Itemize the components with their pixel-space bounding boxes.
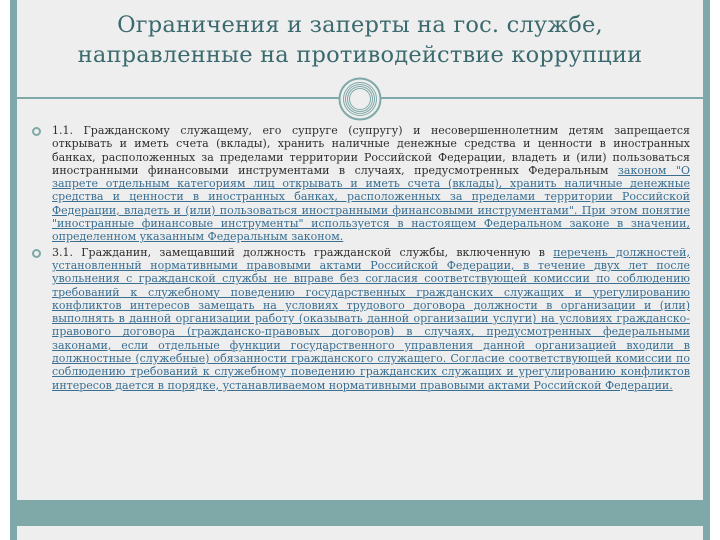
paragraph-1-text: 1.1. Гражданскому служащему, его супруге (супругу) и несовершеннолетним детям запрещается открывать и иметь счета (вклады), хранить наличные денежные средства и ценности в иностранных банках, расположенных за пределами территории Российской Федерации, владеть и (или) пользоваться иностранными финансовыми инструментами в случаях, предусмотренных Федеральным (52, 124, 690, 177)
paragraph-1 (52, 124, 690, 244)
paragraph-2-text: 3.1. Гражданин, замещавший должность гражданской службы, включенную в (52, 245, 554, 259)
slide-title (17, 10, 703, 70)
slide-title-line-1: Ограничения и заперты на гос. службе, (117, 12, 603, 38)
ring-bullet-icon (32, 127, 41, 136)
paragraph-2 (52, 246, 690, 392)
right-frame-bar (703, 0, 710, 540)
ring-bullet-icon (32, 249, 41, 258)
list-item (30, 124, 690, 244)
concentric-circle-ornament-icon (338, 77, 382, 121)
title-divider-left (17, 97, 339, 99)
slide-title-line-2: направленные на противодействие коррупции (77, 42, 643, 68)
positions-list-link[interactable]: перечень должностей, установленный нормативными правовыми актами Российской Федерации, в течение двух лет после увольнения с гражданской службы не вправе без согласия соответствующей комиссии по соблюдению требований к служебному поведению государственных гражданских служащих и урегулированию конфликтов интересов замещать на условиях трудового договора должности в организации и (или) выполнять в данной организации работу (оказывать данной организации услуги) на условиях гражданско-правового договора (гражданско-правовых договоров) в случаях, предусмотренных федеральными законами, если отдельные функции государственного управления данной организацией входили в должностные (служебные) обязанности гражданского служащего. Согласие соответствующей комиссии по соблюдению требований к служебному поведению гражданских служащих и урегулированию конфликтов интересов дается в порядке, устанавливаемом нормативными правовыми актами Российской Федерации. (52, 245, 690, 392)
slide-content (30, 124, 690, 394)
list-item (30, 246, 690, 392)
left-frame-bar (10, 0, 17, 540)
bottom-band (10, 500, 710, 526)
law-link[interactable]: законом "О запрете отдельным категориям лиц открывать и иметь счета (вклады), хранить наличные денежные средства и ценности в иностранных банках, расположенных за пределами территории Российской Федерации, владеть и (или) пользоваться иностранными финансовыми инструментами". При этом понятие "иностранные финансовые инструменты" используется в настоящем Федеральном законе в значении, определенном указанным Федеральным законом. (52, 163, 691, 244)
title-divider-right (381, 97, 703, 99)
